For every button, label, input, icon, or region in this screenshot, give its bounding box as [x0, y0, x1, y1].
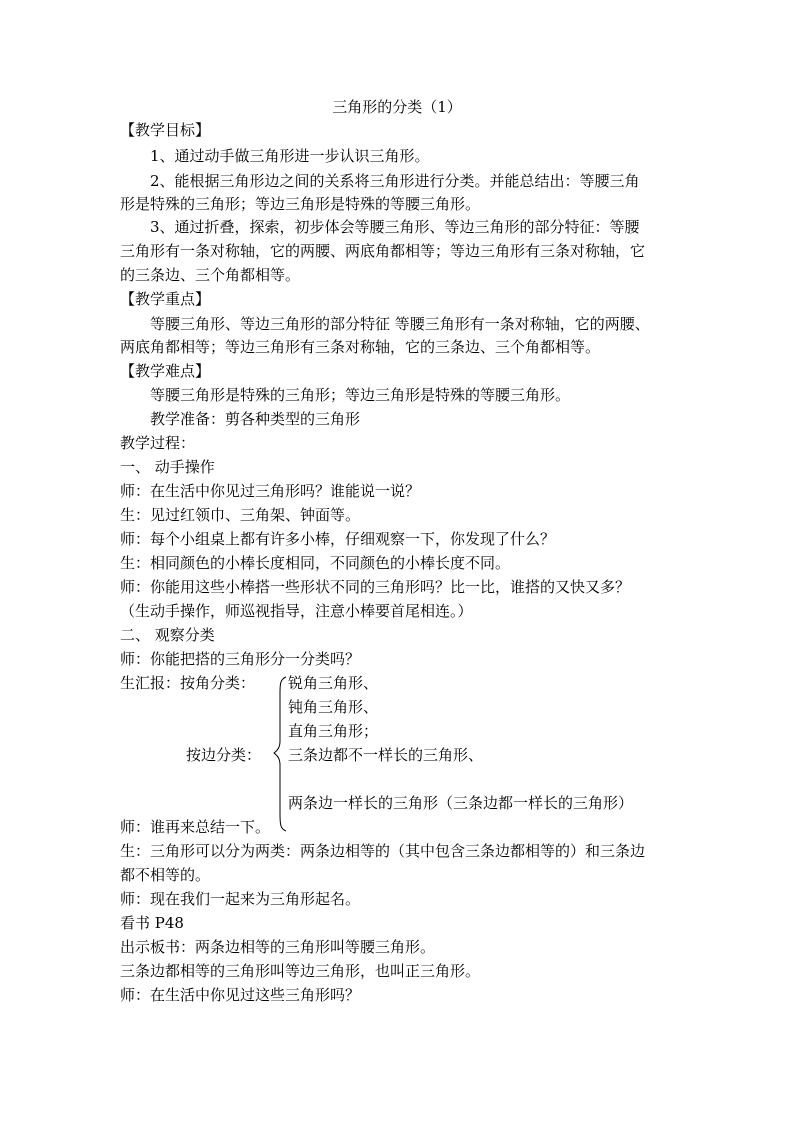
side-type-scalene: 三条边都不一样长的三角形、	[288, 746, 484, 764]
step-1-heading: 一、 动手操作	[120, 458, 215, 476]
student-line-3b: 都不相等的。	[120, 866, 211, 884]
activity-note: （生动手操作，师巡视指导，注意小棒要首尾相连。）	[120, 602, 473, 620]
document-title: 三角形的分类（1）	[332, 98, 462, 116]
teacher-line-6: 师：现在我们一起来为三角形起名。	[120, 890, 361, 908]
step-2-heading: 二、 观察分类	[120, 626, 215, 644]
teacher-line-1: 师：在生活中你见过三角形吗？谁能说一说？	[120, 482, 421, 500]
teacher-line-3: 师：你能用这些小棒搭一些形状不同的三角形吗？比一比，谁搭的又快又多？	[120, 578, 631, 596]
student-report-label: 生汇报：按角分类：	[120, 674, 256, 692]
board-note-2: 三条边都相等的三角形叫等边三角形，也叫正三角形。	[120, 962, 481, 980]
teacher-line-2: 师：每个小组桌上都有许多小棒，仔细观察一下，你发现了什么？	[120, 530, 556, 548]
key-points-line-2: 两底角都相等；等边三角形有三条对称轴，它的三条边、三个角都相等。	[120, 338, 601, 356]
difficulties-heading: 【教学难点】	[120, 362, 211, 380]
preparation: 教学准备：剪各种类型的三角形	[150, 410, 361, 428]
by-side-label: 按边分类：	[186, 746, 262, 764]
goal-3-line-3: 的三条边、三个角都相等。	[120, 266, 301, 284]
teacher-line-4: 师：你能把搭的三角形分一分类吗？	[120, 650, 361, 668]
side-type-isosceles: 两条边一样长的三角形（三条边都一样长的三角形）	[288, 794, 634, 812]
goal-2-line-1: 2、能根据三角形边之间的关系将三角形进行分类。并能总结出：等腰三角	[150, 172, 640, 190]
angle-type-acute: 锐角三角形、	[288, 674, 379, 692]
goal-1: 1、通过动手做三角形进一步认识三角形。	[150, 147, 430, 165]
difficulties-line-1: 等腰三角形是特殊的三角形；等边三角形是特殊的等腰三角形。	[150, 386, 571, 404]
student-line-3a: 生：三角形可以分为两类：两条边相等的（其中包含三条边都相等的）和三条边	[120, 842, 646, 860]
goal-2-line-2: 形是特殊的三角形；等边三角形是特殊的等腰三角形。	[120, 195, 481, 213]
teacher-line-5: 师：谁再来总结一下。	[120, 818, 271, 836]
process-heading: 教学过程：	[120, 434, 196, 452]
angle-type-obtuse: 钝角三角形、	[288, 698, 379, 716]
goal-3-line-2: 三角形有一条对称轴，它的两腰、两底角都相等；等边三角形有三条对称轴，它	[120, 242, 646, 260]
goals-heading: 【教学目标】	[120, 121, 211, 139]
student-line-1: 生：见过红领巾、三角架、钟面等。	[120, 506, 361, 524]
teacher-line-7: 师：在生活中你见过这些三角形吗？	[120, 986, 361, 1004]
textbook-reference: 看书 P48	[120, 914, 184, 932]
angle-type-right: 直角三角形；	[288, 722, 379, 740]
goal-3-line-1: 3、通过折叠，探索，初步体会等腰三角形、等边三角形的部分特征：等腰	[150, 218, 640, 236]
key-points-line-1: 等腰三角形、等边三角形的部分特征 等腰三角形有一条对称轴，它的两腰、	[150, 315, 650, 333]
board-note-1: 出示板书：两条边相等的三角形叫等腰三角形。	[120, 938, 436, 956]
key-points-heading: 【教学重点】	[120, 290, 211, 308]
student-line-2: 生：相同颜色的小棒长度相同，不同颜色的小棒长度不同。	[120, 554, 511, 572]
